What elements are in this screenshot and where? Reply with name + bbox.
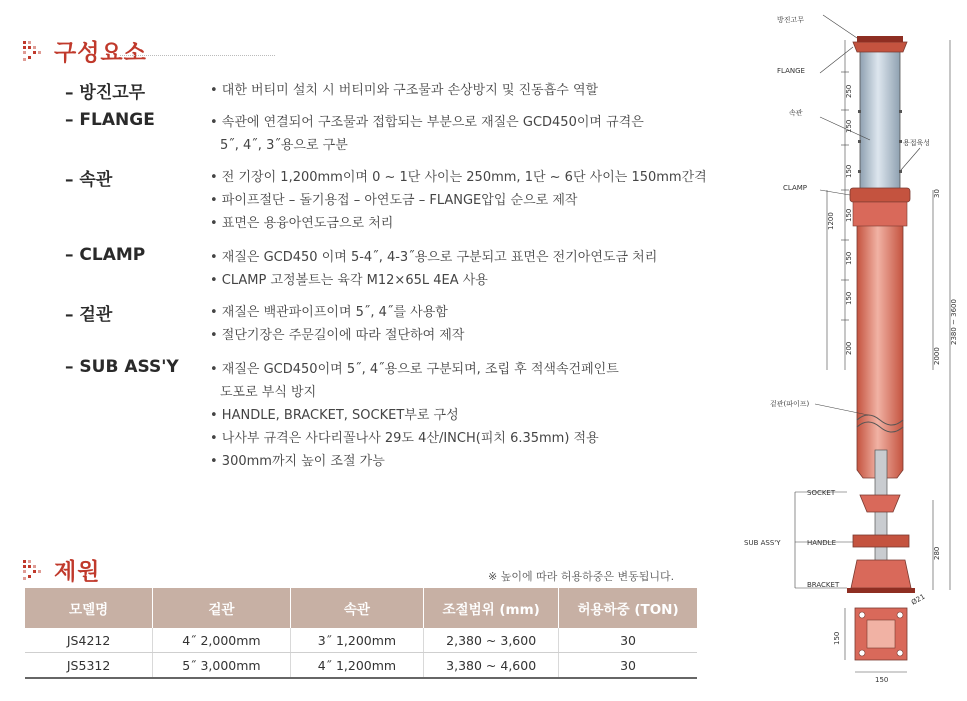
support-diagram (735, 0, 967, 701)
dim-250: 250 (845, 84, 853, 98)
section-title-text: 구성요소 (54, 40, 147, 66)
table-cell: 30 (559, 628, 697, 653)
component-desc (210, 111, 730, 157)
dim-150: 150 (845, 164, 853, 178)
label-handle: HANDLE (807, 539, 837, 547)
label-socket: SOCKET (807, 489, 836, 497)
col-header: 조절범위 (mm) (424, 588, 559, 628)
table-cell: 30 (559, 653, 697, 679)
component-desc (210, 79, 730, 102)
clamp (850, 188, 910, 202)
component-desc (210, 246, 730, 292)
dim-150: 150 (845, 208, 853, 222)
handle (853, 535, 909, 547)
table-row (25, 628, 697, 653)
desc-line: • 속관에 연결되어 구조물과 접합되는 부분으로 재질은 GCD450이며 규격은 (210, 115, 644, 130)
component-desc (210, 358, 730, 473)
clamp-body (853, 202, 907, 226)
label-bracket: BRACKET (807, 581, 840, 589)
components-section-title (22, 34, 147, 67)
load-note: ※ 높이에 따라 허용하중은 변동됩니다. (488, 570, 675, 583)
dim-200: 200 (845, 341, 853, 355)
col-header: 모델명 (25, 588, 153, 628)
dim-280: 280 (933, 546, 941, 560)
desc-line: • 재질은 백관파이프이며 5˝, 4˝를 사용함 (210, 305, 448, 320)
dim-base-w: 150 (875, 676, 889, 684)
dim-30: 30 (933, 189, 941, 198)
label-outer-pipe: 겉관(파이프) (770, 400, 810, 408)
col-header: 속관 (290, 588, 424, 628)
flange (853, 42, 907, 52)
spec-table (25, 588, 697, 679)
label-flange: FLANGE (777, 67, 805, 75)
col-header: 겉관 (153, 588, 290, 628)
table-cell: 2,380 ~ 3,600 (424, 628, 559, 653)
title-divider (120, 55, 275, 56)
base-plan-center (867, 620, 895, 648)
table-cell: JS4212 (25, 628, 153, 653)
component-name: – SUB ASS'Y (65, 357, 179, 377)
desc-line: • 전 기장이 1,200mm이며 0 ~ 1단 사이는 250mm, 1단 ~ 6단 사이는 150mm간격 (210, 170, 707, 185)
base-plate (847, 588, 915, 593)
col-header: 허용하중 (TON) (559, 588, 697, 628)
dimension-ticks (795, 72, 853, 588)
desc-line: • 나사부 규격은 사다리꼴나사 29도 4산/INCH(피치 6.35mm) 적용 (210, 431, 599, 446)
desc-line: 도포로 부식 방지 (220, 385, 317, 400)
label-sub-assy: SUB ASS'Y (744, 539, 781, 547)
dim-150: 150 (845, 251, 853, 265)
chevron-dots-icon (22, 559, 44, 581)
desc-line: • 재질은 GCD450이며 5˝, 4˝용으로 구분되며, 조립 후 적색속건페인트 (210, 362, 619, 377)
desc-line: • CLAMP 고정볼트는 육각 M12×65L 4EA 사용 (210, 273, 488, 288)
dim-150: 150 (845, 291, 853, 305)
component-desc (210, 301, 730, 347)
component-name: – 겉관 (65, 305, 113, 325)
rubber-pad (857, 36, 903, 42)
label-weld-bead: 용접육성 (903, 139, 931, 147)
desc-line: • 재질은 GCD450 이며 5-4˝, 4-3˝용으로 구분되고 표면은 전기아연도금 처리 (210, 250, 658, 265)
socket (860, 495, 900, 512)
label-inner-pipe: 속관 (789, 109, 803, 117)
component-name: – CLAMP (65, 245, 146, 265)
component-desc (210, 166, 730, 235)
table-cell: JS5312 (25, 653, 153, 679)
dim-total: 2380 ~ 3600 (950, 299, 958, 345)
table-header-row (25, 588, 697, 628)
table-cell: 4˝ 1,200mm (290, 653, 424, 679)
component-name: – FLANGE (65, 110, 155, 130)
dim-base-h: 150 (833, 631, 841, 645)
desc-line: • 300mm까지 높이 조절 가능 (210, 454, 385, 469)
bracket (851, 560, 911, 588)
label-rubber: 방진고무 (777, 16, 805, 24)
dim-2000: 2000 (933, 347, 941, 365)
spec-section-title (22, 553, 100, 586)
chevron-dots-icon (22, 40, 44, 62)
table-cell: 5˝ 3,000mm (153, 653, 290, 679)
table-cell: 4˝ 2,000mm (153, 628, 290, 653)
desc-line: 5˝, 4˝, 3˝용으로 구분 (220, 138, 348, 153)
table-row (25, 653, 697, 679)
section-title-text: 제원 (54, 559, 101, 585)
dim-hole: Ø21 (910, 592, 927, 607)
desc-line: • 절단기장은 주문길이에 따라 절단하여 제작 (210, 328, 465, 343)
component-name: – 방진고무 (65, 83, 146, 103)
dim-150: 150 (845, 119, 853, 133)
component-name: – 속관 (65, 170, 113, 190)
table-cell: 3,380 ~ 4,600 (424, 653, 559, 679)
desc-line: • 파이프절단 – 돌기용접 – 아연도금 – FLANGE압입 순으로 제작 (210, 193, 578, 208)
label-clamp: CLAMP (783, 184, 807, 192)
desc-line: • 표면은 용융아연도금으로 처리 (210, 216, 394, 231)
table-cell: 3˝ 1,200mm (290, 628, 424, 653)
outer-pipe (857, 195, 903, 478)
desc-line: • HANDLE, BRACKET, SOCKET부로 구성 (210, 408, 459, 423)
desc-line: • 대한 버티미 설치 시 버티미와 구조물과 손상방지 및 진동흡수 역할 (210, 83, 599, 98)
dim-1200: 1200 (827, 212, 835, 230)
